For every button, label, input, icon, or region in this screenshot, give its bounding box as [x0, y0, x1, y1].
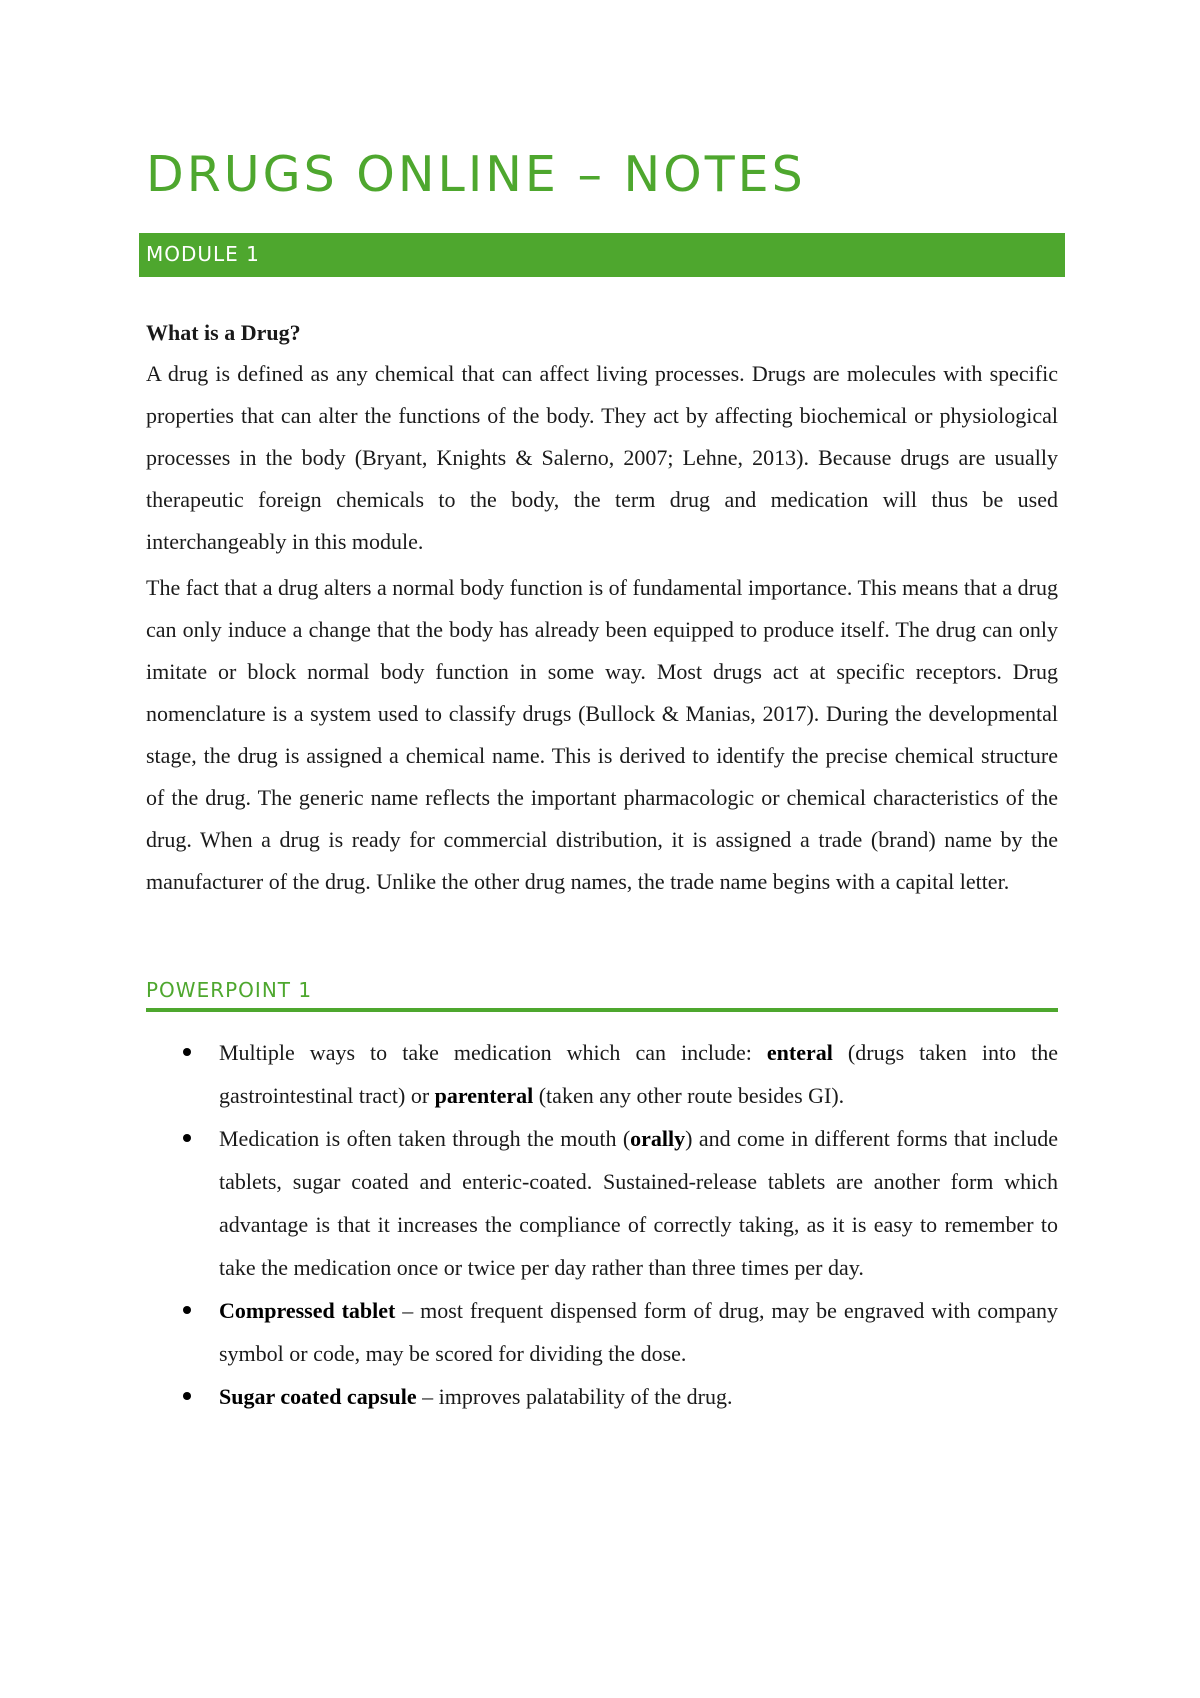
bullet-text: (drugs taken into the gastrointestinal tract) or — [219, 1040, 1058, 1108]
bullet-text: – most frequent dispensed form of drug, may be engraved with company symbol or code, may be scored for dividing the dose. — [219, 1298, 1058, 1366]
paragraph-nomenclature: The fact that a drug alters a normal body function is of fundamental importance. This means that a drug can only induce a change that the body has already been equipped to produce itself. The drug can only imitate or block normal body function in some way. Most drugs act at specific receptors. Drug nomenclature is a system used to classify drugs (Bullock & Manias, 2017). During the developmental stage, the drug is assigned a chemical name. This is derived to identify the precise chemical structure of the drug. The generic name reflects the important pharmacologic or chemical characteristics of the drug. When a drug is ready for commercial distribution, it is assigned a trade (brand) name by the manufacturer of the drug. Unlike the other drug names, the trade name begins with a capital letter. — [146, 575, 1058, 894]
bold-term: parenteral — [434, 1083, 534, 1108]
list-item — [146, 1117, 1058, 1289]
bullet-icon — [183, 1392, 191, 1400]
bullet-text: (taken any other route besides GI). — [533, 1083, 845, 1108]
list-item — [146, 1289, 1058, 1375]
powerpoint-bullet-list — [146, 1031, 1058, 1418]
bullet-text: Multiple ways to take medication which can include: — [219, 1040, 767, 1065]
bullet-text: – improves palatability of the drug. — [416, 1384, 733, 1409]
paragraph-definition: A drug is defined as any chemical that can affect living processes. Drugs are molecules with specific properties that can alter the functions of the body. They act by affecting biochemical or physiological processes in the body (Bryant, Knights & Salerno, 2007; Lehne, 2013). Because drugs are usually therapeutic foreign chemicals to the body, the term drug and medication will thus be used interchangeably in this module. — [146, 361, 1058, 554]
bold-term: Sugar coated capsule — [219, 1384, 417, 1409]
module-label: MODULE 1 — [146, 242, 260, 266]
bullet-icon — [183, 1306, 191, 1314]
bullet-icon — [183, 1048, 191, 1056]
list-item — [146, 1031, 1058, 1117]
bold-term: Compressed tablet — [219, 1298, 396, 1323]
powerpoint-heading: POWERPOINT 1 — [146, 977, 1058, 1012]
bullet-icon — [183, 1134, 191, 1142]
list-item — [146, 1375, 1058, 1418]
module-banner — [139, 233, 1065, 277]
document-title: DRUGS ONLINE – NOTES — [146, 146, 806, 203]
bold-term: enteral — [766, 1040, 833, 1065]
bullet-text: ) and come in different forms that include tablets, sugar coated and enteric-coated. Sustained-release tablets are another form which advantage is that it increases the compliance of correctly taking, as it is easy to remember to take the medication once or twice per day rather than three times per day. — [219, 1126, 1059, 1280]
bullet-text: Medication is often taken through the mouth ( — [219, 1126, 631, 1151]
section-heading: What is a Drug? — [146, 320, 301, 345]
bold-term: orally — [630, 1126, 686, 1151]
